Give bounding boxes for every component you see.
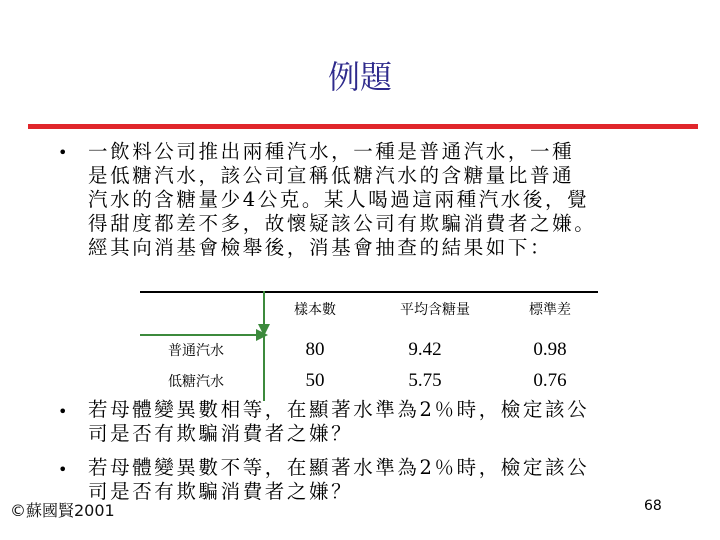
table-cell: 50 — [305, 370, 325, 391]
row-label-low-sugar-soda: 低糖汽水 — [168, 374, 224, 390]
question-line: 司是否有欺騙消費者之嫌？ — [88, 480, 354, 503]
column-header-mean-sugar: 平均含糖量 — [400, 302, 470, 318]
page-number: 68 — [644, 498, 662, 514]
table-cell: 0.76 — [533, 370, 567, 391]
table-cell: 9.42 — [408, 339, 442, 360]
column-header-std-dev: 標準差 — [529, 302, 571, 318]
intro-line: 得甜度都差不多，故懷疑該公司有欺騙消費者之嫌。 — [88, 212, 597, 235]
bullet-marker: • — [58, 460, 68, 479]
intro-line: 是低糖汽水，該公司宣稱低糖汽水的含糖量比普通 — [88, 164, 575, 187]
slide-title: 例題 — [327, 58, 392, 96]
bullet-marker: • — [58, 402, 68, 421]
table-cell: 80 — [305, 339, 325, 360]
intro-line: 經其向消基會檢舉後，消基會抽查的結果如下： — [88, 236, 553, 259]
intro-line: 汽水的含糖量少4公克。某人喝過這兩種汽水後，覺 — [88, 188, 590, 211]
row-label-regular-soda: 普通汽水 — [168, 343, 224, 359]
intro-line: 一飲料公司推出兩種汽水，一種是普通汽水，一種 — [88, 140, 575, 163]
question-line: 司是否有欺騙消費者之嫌？ — [88, 422, 354, 445]
arrow-right-icon — [256, 329, 268, 341]
title-divider — [28, 124, 698, 129]
bullet-marker: • — [58, 143, 68, 162]
table-cell: 0.98 — [533, 339, 567, 360]
table-cell: 5.75 — [408, 370, 442, 391]
table-horizontal-arrow-line — [140, 334, 263, 336]
table-vertical-arrow-line — [263, 291, 265, 401]
question-1 — [88, 398, 589, 446]
copyright-footer: ©蘇國賢2001 — [10, 501, 115, 520]
question-2 — [88, 456, 589, 504]
table-top-rule — [140, 291, 598, 293]
intro-paragraph — [88, 140, 596, 260]
question-line: 若母體變異數不等，在顯著水準為2％時，檢定該公 — [88, 456, 590, 479]
question-line: 若母體變異數相等，在顯著水準為2％時，檢定該公 — [88, 398, 590, 421]
column-header-sample-size: 樣本數 — [294, 302, 336, 318]
